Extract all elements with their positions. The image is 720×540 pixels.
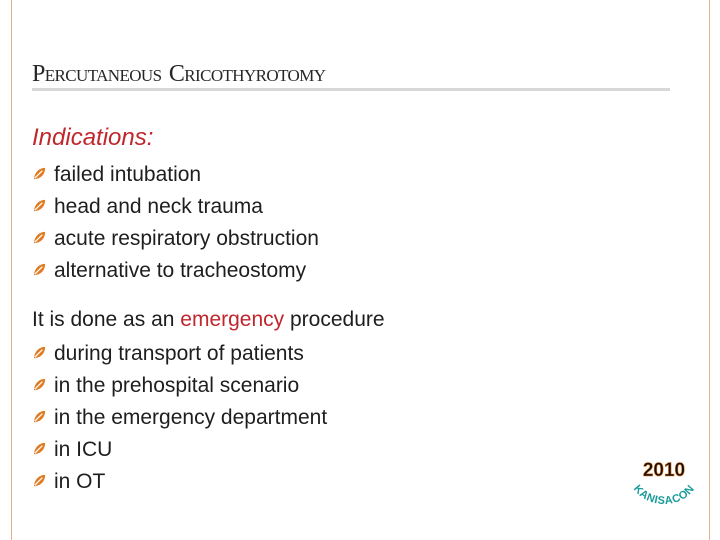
list-item bbox=[32, 466, 327, 498]
sentence-text: It is done as an bbox=[32, 308, 181, 331]
list-item bbox=[32, 338, 327, 370]
list-item-text: in the prehospital scenario bbox=[54, 374, 300, 397]
title-divider bbox=[32, 88, 670, 91]
slide-title bbox=[32, 52, 325, 89]
list-item bbox=[32, 255, 319, 287]
list-item-text: alternative to tracheostomy bbox=[54, 259, 307, 282]
slide-border-right bbox=[709, 0, 710, 540]
emergency-highlight: emergency bbox=[180, 308, 285, 331]
leaf-bullet-icon bbox=[32, 159, 54, 191]
leaf-bullet-icon bbox=[32, 402, 54, 434]
list-item-text: failed intubation bbox=[54, 163, 202, 186]
list-item-text: acute respiratory obstruction bbox=[54, 227, 319, 250]
list-item-text: in ICU bbox=[54, 438, 113, 461]
leaf-bullet-icon bbox=[32, 370, 54, 402]
leaf-bullet-icon bbox=[32, 466, 54, 498]
logo-year: 2010 bbox=[642, 460, 686, 481]
leaf-bullet-icon bbox=[32, 223, 54, 255]
list-item bbox=[32, 370, 327, 402]
title-word-2: RICOTHYROTOMY bbox=[184, 66, 326, 85]
sentence-text: procedure bbox=[284, 308, 385, 331]
title-initial: P bbox=[32, 61, 45, 87]
list-item bbox=[32, 402, 327, 434]
logo-text: KANISACON bbox=[630, 482, 698, 508]
list-item bbox=[32, 191, 319, 223]
title-initial: C bbox=[168, 61, 185, 87]
list-item bbox=[32, 223, 319, 255]
title-word-1: ERCUTANEOUS bbox=[44, 66, 162, 85]
leaf-bullet-icon bbox=[32, 255, 54, 287]
list-item-text: in the emergency department bbox=[54, 406, 328, 429]
settings-list bbox=[32, 338, 327, 498]
list-item-text: head and neck trauma bbox=[54, 195, 263, 218]
list-item bbox=[32, 159, 319, 191]
leaf-bullet-icon bbox=[32, 338, 54, 370]
indications-list bbox=[32, 159, 319, 287]
list-item bbox=[32, 434, 327, 466]
slide-border-left bbox=[11, 0, 12, 540]
leaf-bullet-icon bbox=[32, 434, 54, 466]
list-item-text: during transport of patients bbox=[54, 342, 304, 365]
leaf-bullet-icon bbox=[32, 191, 54, 223]
indications-heading: Indications: bbox=[32, 124, 154, 151]
list-item-text: in OT bbox=[54, 470, 106, 493]
kanisacon-logo bbox=[624, 446, 704, 508]
emergency-sentence bbox=[32, 308, 385, 332]
